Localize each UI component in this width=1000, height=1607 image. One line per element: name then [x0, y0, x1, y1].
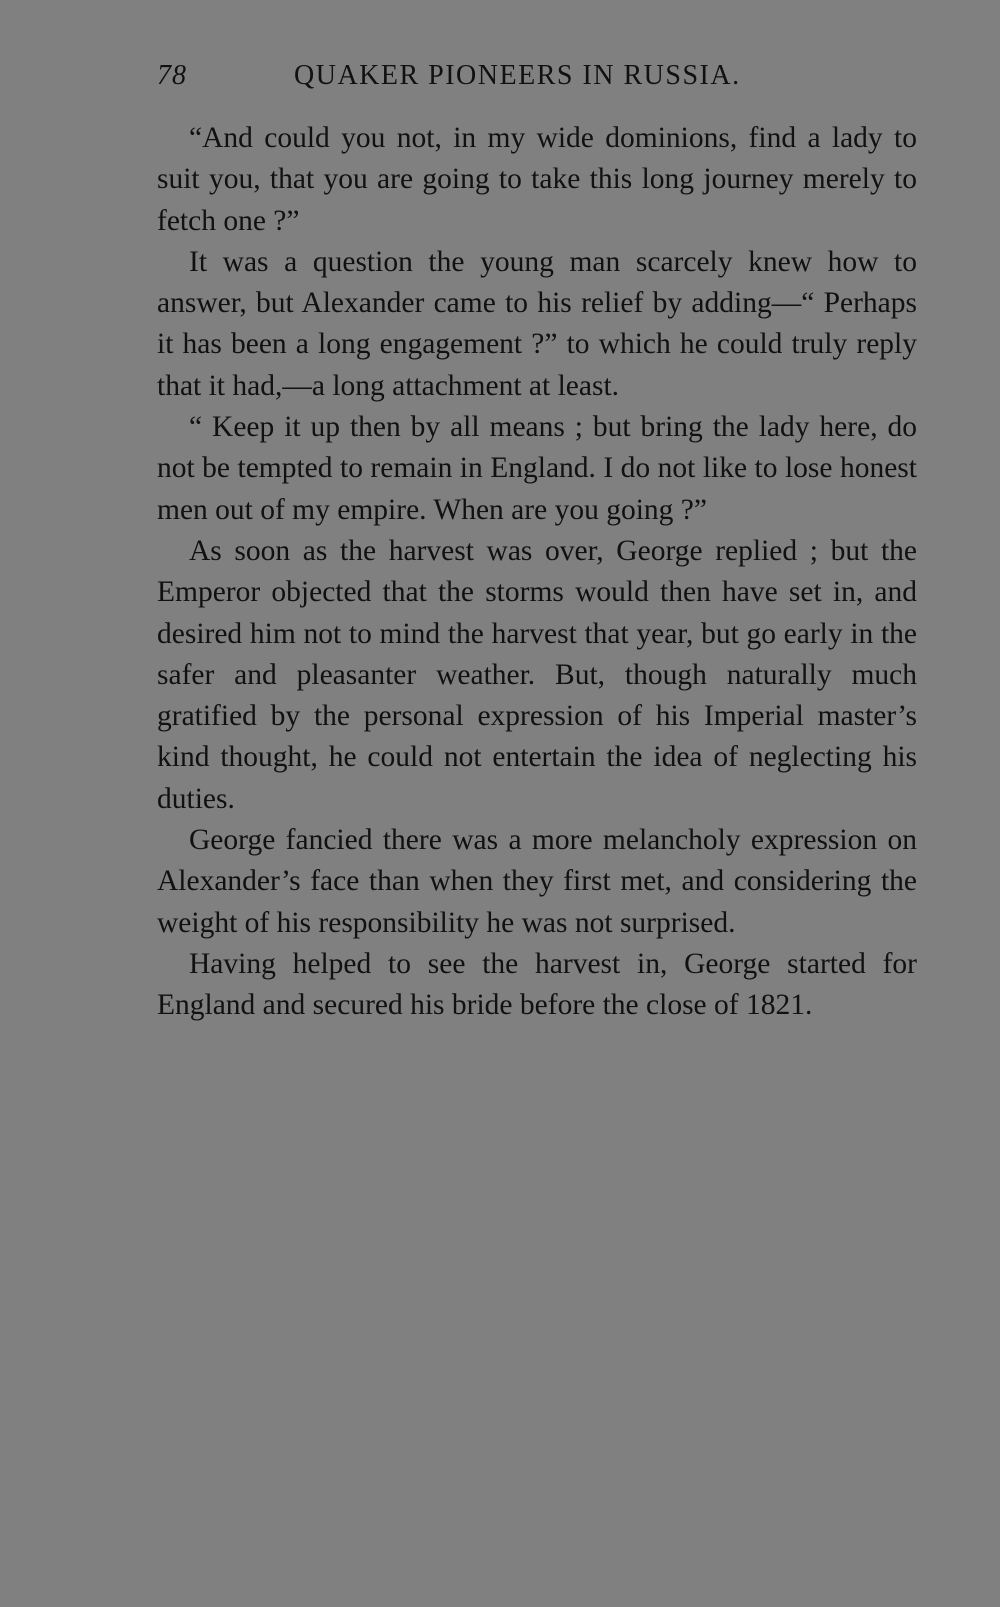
paragraph-1: “And could you not, in my wide dominions, find a lady to suit you, that you are going to take this long journey merely to fetch one ?”	[157, 122, 917, 237]
body-text	[157, 118, 917, 1027]
paragraph-2: It was a question the young man scarcely knew how to answer, but Alexander came to his relief by adding—“ Perhaps it has been a long engagement ?” to which he could truly reply that it had,—a long attachment at least.	[157, 245, 917, 402]
page-number: 78	[157, 60, 187, 91]
paragraph-3: “ Keep it up then by all means ; but bring the lady here, do not be tempted to remain in England. I do not like to lose honest men out of my empire. When are you going ?”	[157, 411, 917, 526]
paragraph-6: Having helped to see the harvest in, George started for England and secured his bride before the close of 1821.	[157, 947, 917, 1022]
paragraph-4: As soon as the harvest was over, George replied ; but the Emperor objected that the storms would then have set in, and desired him not to mind the harvest that year, but go early in the safer and pleasanter weather. But, though naturally much gratified by the personal expression of his Imperial master’s kind thought, he could not entertain the idea of neglecting his duties.	[157, 534, 917, 815]
running-head	[157, 60, 917, 100]
paragraph-5: George fancied there was a more melancholy expression on Alexander’s face than when they first met, and considering the weight of his responsibility he was not surprised.	[157, 824, 917, 939]
running-title: QUAKER PIONEERS IN RUSSIA.	[294, 60, 741, 91]
